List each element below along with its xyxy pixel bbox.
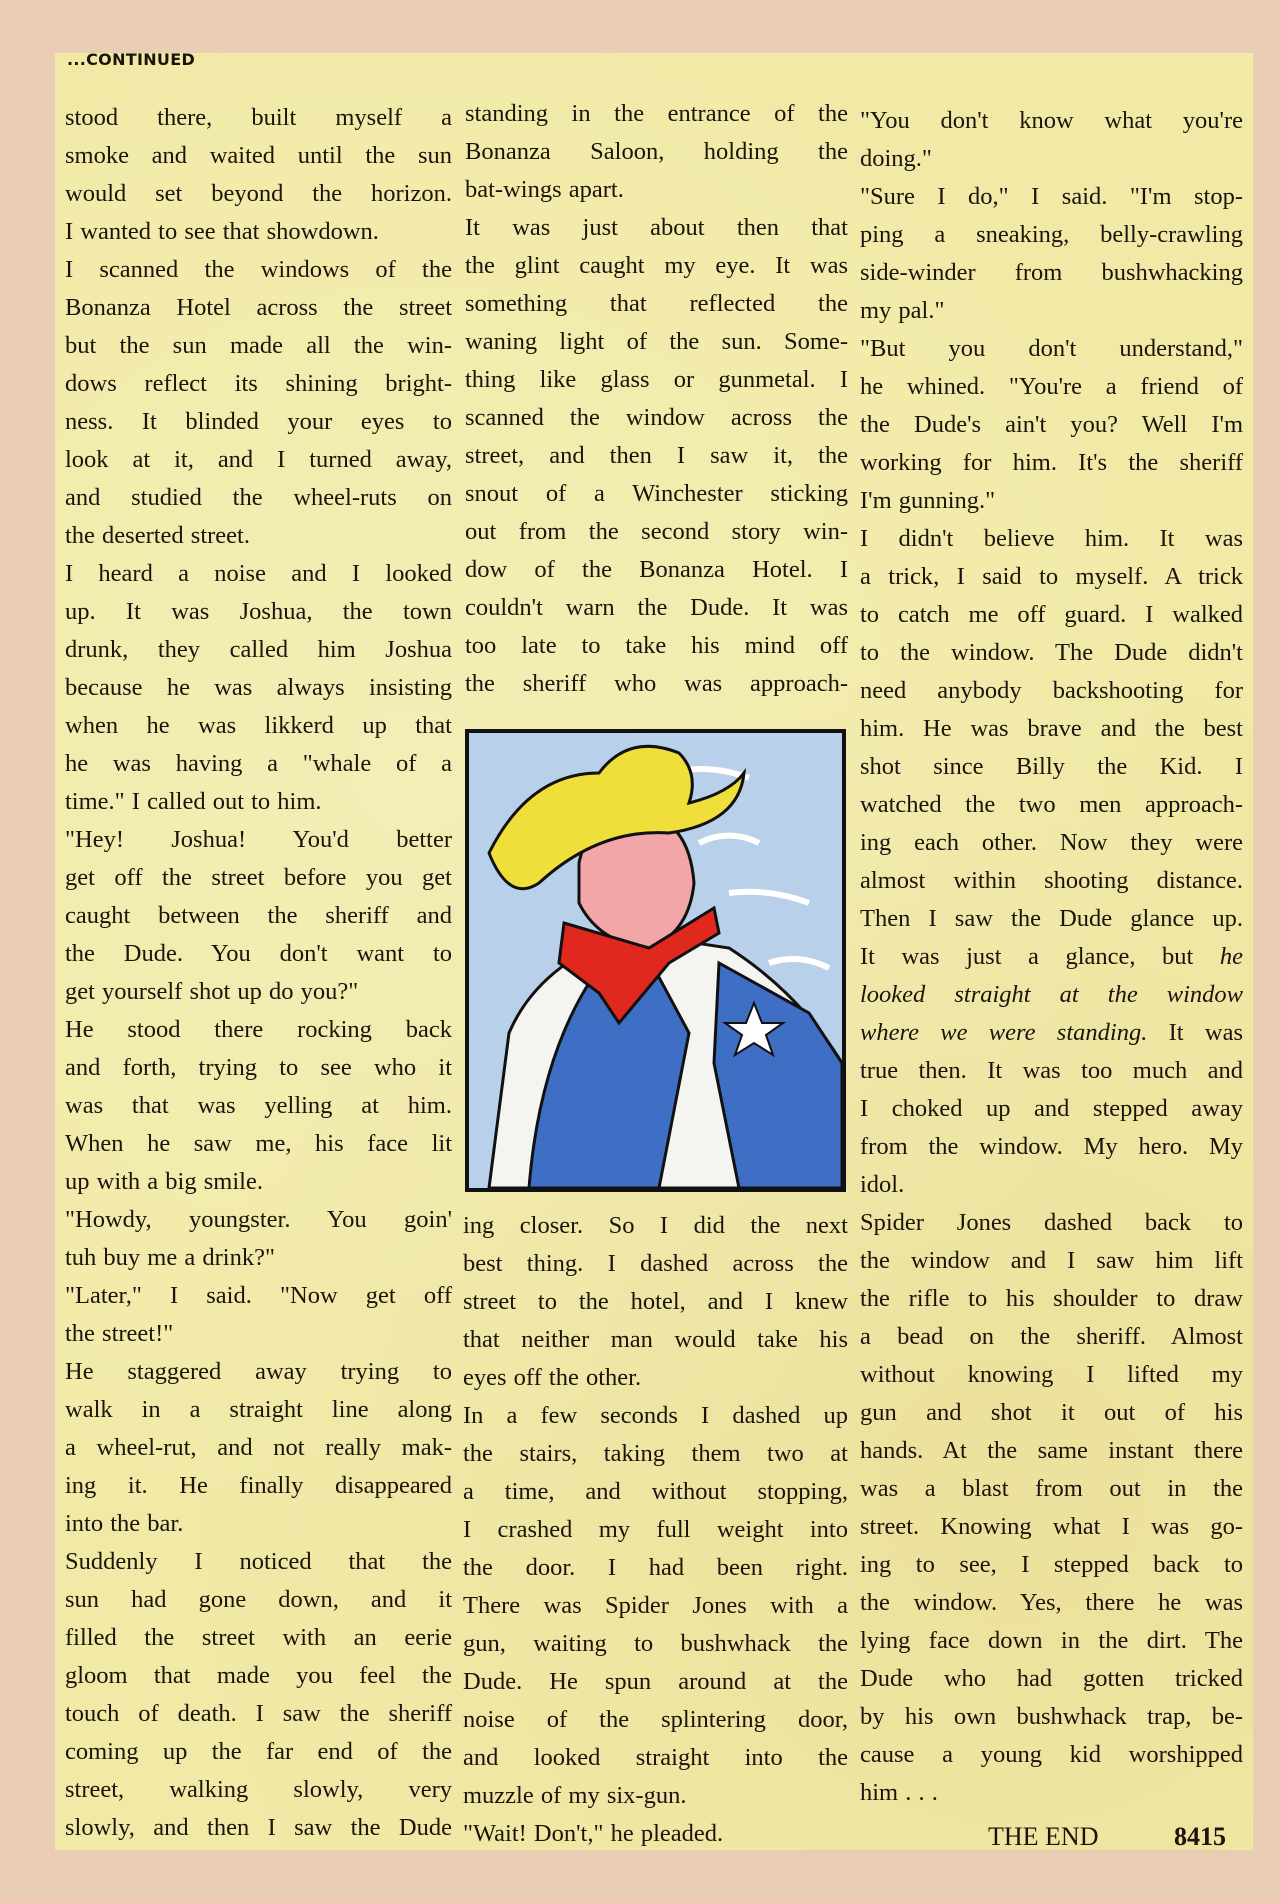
text-line: I heard a noise and I looked (65, 560, 452, 587)
text-line: dows reflect its shining bright- (65, 370, 452, 397)
text-line: too late to take his mind off (465, 632, 848, 659)
paragraph (65, 1543, 452, 1847)
text-line: look at it, and I turned away, (65, 446, 452, 473)
text-line: to catch me off guard. I walked (860, 601, 1243, 628)
text-line: a wheel-rut, and not really mak- (65, 1434, 452, 1461)
text-line: He stood there rocking back (65, 1016, 452, 1043)
text-line: couldn't warn the Dude. It was (465, 594, 848, 621)
text-line: noise of the splintering door, (463, 1706, 848, 1733)
text-line: "Wait! Don't," he pleaded. (463, 1820, 724, 1847)
text-line (860, 938, 1243, 976)
text-line: ing to see, I stepped back to (860, 1551, 1243, 1578)
text-line: that neither man would take his (463, 1326, 848, 1353)
paragraph (860, 102, 1243, 178)
text-line: Suddenly I noticed that the (65, 1548, 452, 1575)
text-line: something that reflected the (465, 290, 848, 317)
text-line: Bonanza Saloon, holding the (465, 138, 848, 165)
story-column-1 (65, 99, 452, 1847)
text-line: get off the street before you get (65, 864, 452, 891)
story-column-2-top (465, 95, 848, 703)
paragraph (65, 1277, 452, 1353)
text-line: smoke and waited until the sun (65, 142, 452, 169)
text-line: shot since Billy the Kid. I (860, 753, 1243, 780)
text-line (860, 976, 1243, 1014)
cowboy-sheriff-image (469, 733, 842, 1188)
italic-text: he (1219, 943, 1243, 970)
text-line: dow of the Bonanza Hotel. I (465, 556, 848, 583)
text-line: need anybody backshooting for (860, 677, 1243, 704)
text-line: and studied the wheel-ruts on (65, 484, 452, 511)
text-line: waning light of the sun. Some- (465, 328, 848, 355)
text-line: get yourself shot up do you?" (65, 978, 359, 1005)
paragraph (65, 1353, 452, 1543)
paragraph (65, 251, 452, 555)
text-line: gun, waiting to bushwhack the (463, 1630, 848, 1657)
text-line (860, 1014, 1243, 1052)
text-line: "Later," I said. "Now get off (65, 1282, 452, 1309)
text-line: hands. At the same instant there (860, 1437, 1243, 1464)
text-line: working for him. It's the sheriff (860, 449, 1243, 476)
text-line: the glint caught my eye. It was (465, 252, 848, 279)
text-line: the Dude's ain't you? Well I'm (860, 411, 1243, 438)
text-line: street to the hotel, and I knew (463, 1288, 848, 1315)
text-line: filled the street with an eerie (65, 1624, 452, 1651)
text-line: the door. I had been right. (463, 1554, 848, 1581)
text-line: the rifle to his shoulder to draw (860, 1285, 1243, 1312)
text-line: I'm gunning." (860, 487, 996, 514)
text-line: "Hey! Joshua! You'd better (65, 826, 452, 853)
text-line: time." I called out to him. (65, 788, 322, 815)
text-line: bat-wings apart. (465, 176, 624, 203)
text-line: and forth, trying to see who it (65, 1054, 452, 1081)
text-line: idol. (860, 1171, 905, 1198)
text-line: him . . . (860, 1779, 938, 1806)
text-line: muzzle of my six-gun. (463, 1782, 687, 1809)
story-column-2-bottom (463, 1207, 848, 1853)
text-line: would set beyond the horizon. (65, 180, 452, 207)
paragraph (465, 95, 848, 209)
paragraph (860, 1204, 1243, 1812)
paragraph (463, 1397, 848, 1815)
text-line: There was Spider Jones with a (463, 1592, 848, 1619)
text-line: ness. It blinded your eyes to (65, 408, 452, 435)
paragraph (465, 209, 848, 703)
text-line: He staggered away trying to (65, 1358, 452, 1385)
text-line: It was just about then that (465, 214, 848, 241)
text-line: without knowing I lifted my (860, 1361, 1243, 1388)
text-line: out from the second story win- (465, 518, 848, 545)
text-line: by his own bushwhack trap, be- (860, 1703, 1243, 1730)
text-line: lying face down in the dirt. The (860, 1627, 1243, 1654)
text-line: side-winder from bushwhacking (860, 259, 1243, 286)
story-column-3 (860, 102, 1243, 1812)
text-line: the stairs, taking them two at (463, 1440, 848, 1467)
text-line: into the bar. (65, 1510, 184, 1537)
text-line: when he was likkerd up that (65, 712, 452, 739)
text-line: scanned the window across the (465, 404, 848, 431)
text-line: because he was always insisting (65, 674, 452, 701)
paragraph (463, 1207, 848, 1397)
text-line: Dude who had gotten tricked (860, 1665, 1243, 1692)
text-line: the street!" (65, 1320, 174, 1347)
text-line: and looked straight into the (463, 1744, 848, 1771)
text-line: "You don't know what you're (860, 107, 1243, 134)
text-line: but the sun made all the win- (65, 332, 452, 359)
paragraph (860, 178, 1243, 330)
text-line: I crashed my full weight into (463, 1516, 848, 1543)
text-line: Dude. He spun around at the (463, 1668, 848, 1695)
text-line: to the window. The Dude didn't (860, 639, 1243, 666)
text-segment: It was (1147, 1019, 1243, 1046)
text-line: touch of death. I saw the sheriff (65, 1700, 452, 1727)
text-line: coming up the far end of the (65, 1738, 452, 1765)
text-line: he whined. "You're a friend of (860, 373, 1243, 400)
paragraph (860, 330, 1243, 520)
text-line: caught between the sheriff and (65, 902, 452, 929)
the-end-label: THE END (988, 1822, 1099, 1851)
text-line: walk in a straight line along (65, 1396, 452, 1423)
paragraph (65, 1201, 452, 1277)
text-line: him. He was brave and the best (860, 715, 1243, 742)
text-line: he was having a "whale of a (65, 750, 452, 777)
text-line: almost within shooting distance. (860, 867, 1243, 894)
sheriff-illustration (465, 729, 846, 1192)
text-line: doing." (860, 145, 932, 172)
text-line: I didn't believe him. It was (860, 525, 1243, 552)
text-line: up with a big smile. (65, 1168, 263, 1195)
text-line: ping a sneaking, belly-crawling (860, 221, 1243, 248)
text-line: snout of a Winchester sticking (465, 480, 848, 507)
text-line: from the window. My hero. My (860, 1133, 1243, 1160)
text-line: the deserted street. (65, 522, 250, 549)
text-line: ing it. He finally disappeared (65, 1472, 452, 1499)
text-line: the sheriff who was approach- (465, 670, 848, 697)
text-line: "But you don't understand," (860, 335, 1243, 362)
text-line: eyes off the other. (463, 1364, 642, 1391)
text-line: up. It was Joshua, the town (65, 598, 452, 625)
italic-text: where we were standing. (860, 1019, 1148, 1046)
paragraph (860, 520, 1243, 1204)
text-line: Spider Jones dashed back to (860, 1209, 1243, 1236)
text-line: gun and shot it out of his (860, 1399, 1243, 1426)
text-line: best thing. I dashed across the (463, 1250, 848, 1277)
text-line: thing like glass or gunmetal. I (465, 366, 848, 393)
text-segment: It was just a glance, but (860, 943, 1220, 970)
paragraph (65, 99, 452, 251)
text-line: gloom that made you feel the (65, 1662, 452, 1689)
text-line: was that was yelling at him. (65, 1092, 452, 1119)
text-line: "Howdy, youngster. You goin' (65, 1206, 452, 1233)
text-line: a bead on the sheriff. Almost (860, 1323, 1243, 1350)
text-line: I wanted to see that showdown. (65, 218, 379, 245)
paragraph (65, 1011, 452, 1201)
text-line: "Sure I do," I said. "I'm stop- (860, 183, 1243, 210)
text-line: was a blast from out in the (860, 1475, 1243, 1502)
text-line: ing each other. Now they were (860, 829, 1243, 856)
paragraph (65, 555, 452, 821)
text-line: I choked up and stepped away (860, 1095, 1243, 1122)
text-line: my pal." (860, 297, 945, 324)
text-line: a time, and without stopping, (463, 1478, 848, 1505)
text-line: the window. Yes, there he was (860, 1589, 1243, 1616)
text-line: I scanned the windows of the (65, 256, 452, 283)
paragraph (463, 1815, 848, 1853)
text-line: Bonanza Hotel across the street (65, 294, 452, 321)
text-line: the Dude. You don't want to (65, 940, 452, 967)
text-line: slowly, and then I saw the Dude (65, 1814, 452, 1841)
text-line: Then I saw the Dude glance up. (860, 905, 1243, 932)
italic-text: looked straight at the window (860, 981, 1243, 1008)
text-line: cause a young kid worshipped (860, 1741, 1243, 1768)
text-line: the window and I saw him lift (860, 1247, 1243, 1274)
text-line: standing in the entrance of the (465, 100, 848, 127)
text-line: street, and then I saw it, the (465, 442, 848, 469)
text-line: When he saw me, his face lit (65, 1130, 452, 1157)
page-code: 8415 (1174, 1822, 1226, 1851)
text-line: tuh buy me a drink?" (65, 1244, 275, 1271)
text-line: true then. It was too much and (860, 1057, 1243, 1084)
continued-label: ...CONTINUED (67, 50, 196, 69)
text-line: sun had gone down, and it (65, 1586, 452, 1613)
text-line: ing closer. So I did the next (463, 1212, 848, 1239)
text-line: In a few seconds I dashed up (463, 1402, 848, 1429)
text-line: watched the two men approach- (860, 791, 1243, 818)
text-line: street, walking slowly, very (65, 1776, 452, 1803)
paragraph (65, 821, 452, 1011)
text-line: stood there, built myself a (65, 104, 452, 131)
text-line: drunk, they called him Joshua (65, 636, 452, 663)
text-line: street. Knowing what I was go- (860, 1513, 1243, 1540)
text-line: a trick, I said to myself. A trick (860, 563, 1243, 590)
